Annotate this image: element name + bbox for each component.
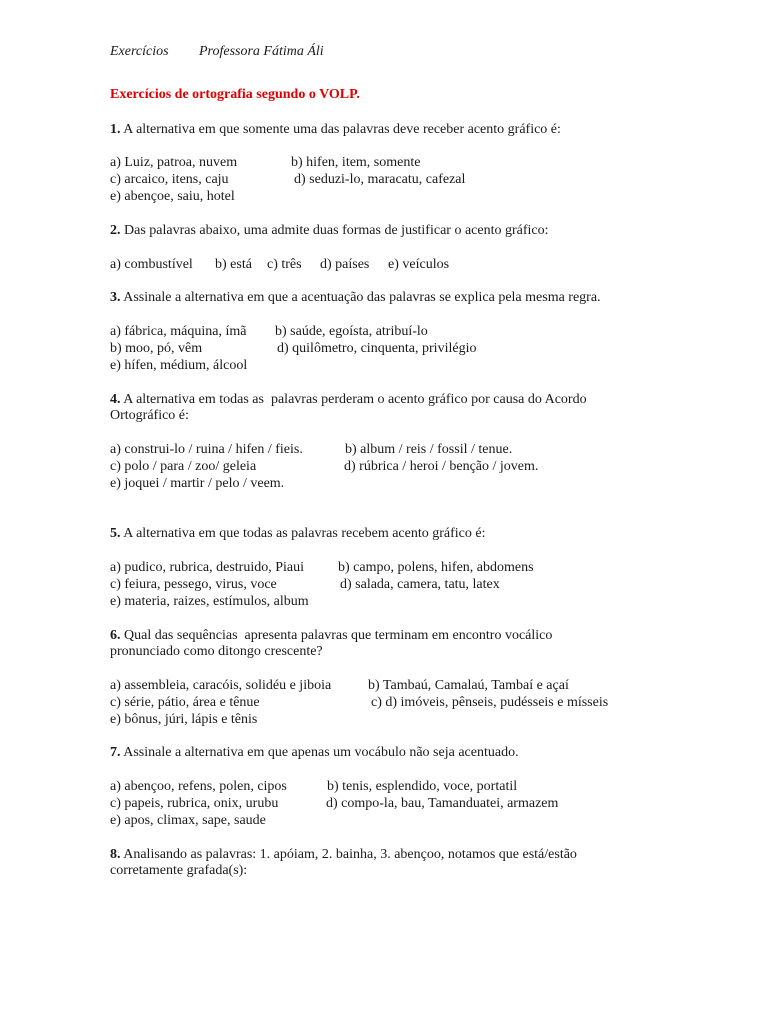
question-7-stem (110, 744, 519, 761)
option: a) Luiz, patroa, nuvem (110, 155, 238, 170)
option: b) campo, polens, hifen, abdomens (338, 560, 534, 575)
option: b) está (215, 257, 252, 272)
option: e) joquei / martir / pelo / veem. (110, 476, 285, 491)
option: b) Tambaú, Camalaú, Tambaí e açaí (368, 678, 569, 693)
option: e) abençoe, saiu, hotel (110, 189, 235, 204)
option: a) combustível (110, 257, 193, 272)
question-number: 5. (110, 526, 121, 541)
question-4-stem (110, 391, 587, 408)
option: d) rúbrica / heroi / benção / jovem. (344, 459, 539, 474)
option: d) quilômetro, cinquenta, privilégio (277, 341, 477, 356)
option-row (294, 171, 465, 188)
question-text: Assinale a alternativa em que apenas um vocábulo não seja acentuado. (120, 745, 519, 760)
option: e) bônus, júri, lápis e tênis (110, 712, 258, 727)
question-text: Das palavras abaixo, uma admite duas formas de justificar o acento gráfico: (120, 223, 549, 238)
option: a) construi-lo / ruina / hifen / fieis. (110, 442, 303, 457)
option: b) hifen, item, somente (291, 155, 421, 170)
option: b) moo, pó, vêm (110, 341, 203, 356)
option: e) hífen, médium, álcool (110, 358, 248, 373)
option: e) materia, raizes, estímulos, album (110, 594, 309, 609)
option-row (110, 171, 229, 188)
question-text-continued: pronunciado como ditongo crescente? (110, 644, 323, 659)
option: a) pudico, rubrica, destruido, Piaui (110, 560, 305, 575)
option: d) seduzi-lo, maracatu, cafezal (294, 172, 466, 187)
question-text-continued: corretamente grafada(s): (110, 863, 248, 878)
option: c) polo / para / zoo/ geleia (110, 459, 257, 474)
option: c) série, pátio, área e tênue (110, 695, 260, 710)
question-number: 2. (110, 223, 121, 238)
option-row (110, 188, 235, 205)
option: e) apos, climax, sape, saude (110, 813, 266, 828)
question-number: 3. (110, 290, 121, 305)
header-left: Exercícios (110, 44, 169, 59)
question-text: Qual das sequências apresenta palavras que terminam em encontro vocálico (120, 628, 553, 643)
option: c) papeis, rubrica, onix, urubu (110, 796, 279, 811)
question-1-stem (110, 121, 561, 138)
question-2-stem (110, 222, 549, 239)
header-right: Professora Fátima Áli (199, 44, 324, 59)
question-number: 6. (110, 628, 121, 643)
option: d) compo-la, bau, Tamanduatei, armazem (326, 796, 559, 811)
question-text: Assinale a alternativa em que a acentuação das palavras se explica pela mesma regra. (120, 290, 601, 305)
option: e) veículos (388, 257, 450, 272)
option: b) tenis, esplendido, voce, portatil (327, 779, 518, 794)
option: d) países (320, 257, 370, 272)
option: d) salada, camera, tatu, latex (340, 577, 500, 592)
question-text: Analisando as palavras: 1. apóiam, 2. bainha, 3. abençoo, notamos que está/estão (120, 847, 577, 862)
option: b) album / reis / fossil / tenue. (345, 442, 513, 457)
option: c) três (267, 257, 302, 272)
question-6-stem (110, 627, 552, 644)
question-8-stem (110, 846, 577, 863)
question-text-continued: Ortográfico é: (110, 408, 189, 423)
question-3-stem (110, 289, 601, 306)
option: a) abençoo, refens, polen, cipos (110, 779, 287, 794)
question-number: 4. (110, 392, 121, 407)
option: a) fábrica, máquina, ímã (110, 324, 247, 339)
option-row (291, 154, 420, 171)
question-5-stem (110, 525, 486, 542)
question-number: 7. (110, 745, 121, 760)
option: b) saúde, egoísta, atribuí-lo (275, 324, 428, 339)
question-text: A alternativa em que somente uma das palavras deve receber acento gráfico é: (120, 122, 561, 137)
option: c) feiura, pessego, virus, voce (110, 577, 277, 592)
document-title: Exercícios de ortografia segundo o VOLP. (110, 87, 360, 102)
question-text: A alternativa em todas as palavras perderam o acento gráfico por causa do Acordo (120, 392, 587, 407)
option: c) d) imóveis, pênseis, pudésseis e mísseis (371, 695, 609, 710)
option: c) arcaico, itens, caju (110, 172, 229, 187)
option: a) assembleia, caracóis, solidéu e jiboia (110, 678, 332, 693)
question-text: A alternativa em que todas as palavras recebem acento gráfico é: (120, 526, 486, 541)
option-row (110, 154, 237, 171)
question-number: 1. (110, 122, 121, 137)
question-number: 8. (110, 847, 121, 862)
